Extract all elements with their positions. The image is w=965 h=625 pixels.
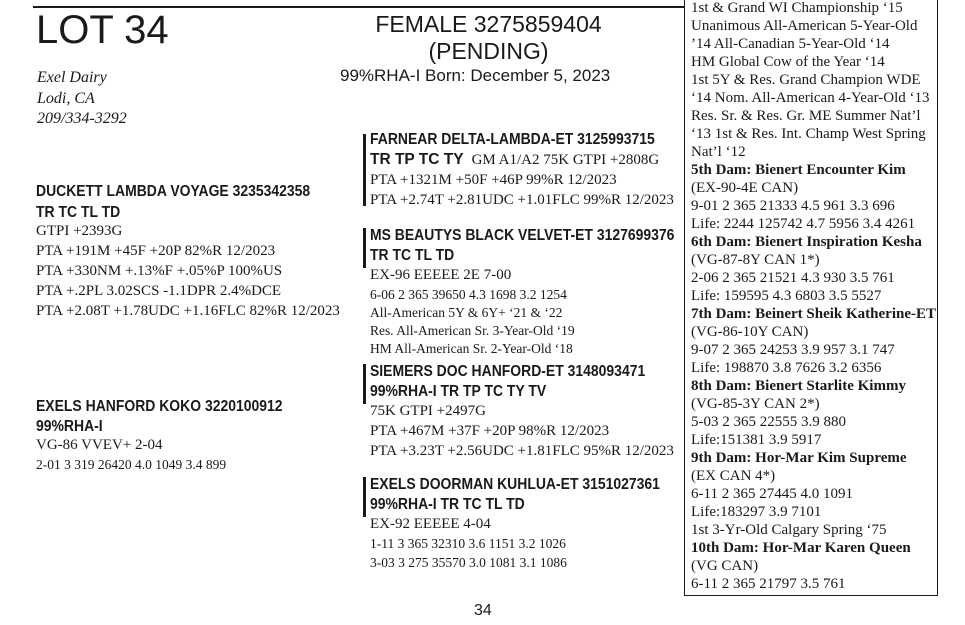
ss-line: PTA +1321M +50F +46P 99%R 12/2023 xyxy=(370,172,617,188)
ss-line: PTA +2.74T +2.81UDC +1.01FLC 99%R 12/2023 xyxy=(370,192,674,208)
dd-line: 3-03 3 275 35570 3.0 1081 3.1 1086 xyxy=(370,555,567,570)
sd-line: All-American 5Y & 6Y+ ‘21 & ‘22 xyxy=(370,305,563,320)
fifth-dam-heading: 5th Dam: Bienert Encounter Kim xyxy=(691,162,906,178)
right-line: 6-11 2 365 21797 3.5 761 xyxy=(691,576,846,592)
dd-line: 1-11 3 365 32310 3.6 1151 3.2 1026 xyxy=(370,536,566,551)
tenth-dam-heading: 10th Dam: Hor-Mar Karen Queen xyxy=(691,540,911,556)
sire-line: PTA +2.08T +1.78UDC +1.16FLC 82%R 12/2023 xyxy=(36,303,340,319)
lot-number: LOT 34 xyxy=(36,8,169,52)
right-line: Nat’l ‘12 xyxy=(691,144,746,160)
seller-phone: 209/334-3292 xyxy=(37,110,127,127)
right-line: 9-01 2 365 21333 4.5 961 3.3 696 xyxy=(691,198,895,214)
right-line: Life:151381 3.9 5917 xyxy=(691,432,822,448)
sire-line: PTA +330NM +.13%F +.05%P 100%US xyxy=(36,263,283,279)
animal-id: FEMALE 3275859404 xyxy=(375,11,602,37)
right-line: Life: 2244 125742 4.7 5956 3.4 4261 xyxy=(691,216,916,232)
sd-codes: TR TC TL TD xyxy=(370,247,455,264)
right-line: 1st 5Y & Res. Grand Champion WDE xyxy=(691,72,921,88)
bracket-bar xyxy=(363,477,366,517)
sd-line: EX-96 EEEEE 2E 7-00 xyxy=(370,267,512,283)
right-line: ’14 All-Canadian 5-Year-Old ‘14 xyxy=(691,36,890,52)
sixth-dam-heading: 6th Dam: Bienert Inspiration Kesha xyxy=(691,234,922,250)
right-line: 6-11 2 365 27445 4.0 1091 xyxy=(691,486,853,502)
right-line: Life:183297 3.9 7101 xyxy=(691,504,822,520)
animal-status: (PENDING) xyxy=(428,38,549,64)
ss-codes: TR TP TC TY xyxy=(370,151,464,168)
ds-line: 75K GTPI +2497G xyxy=(370,403,486,419)
dam-codes: 99%RHA-I xyxy=(36,418,103,435)
seller-name: Exel Dairy xyxy=(37,69,107,86)
ss-name: FARNEAR DELTA-LAMBDA-ET 3125993715 xyxy=(370,131,655,148)
page-number: 34 xyxy=(474,602,492,619)
right-line: Unanimous All-American 5-Year-Old xyxy=(691,18,918,34)
right-line: ‘14 Nom. All-American 4-Year-Old ‘13 xyxy=(691,90,930,106)
right-line: (EX CAN 4*) xyxy=(691,468,776,484)
sire-codes: TR TC TL TD xyxy=(36,204,121,221)
dam-line: 2-01 3 319 26420 4.0 1049 3.4 899 xyxy=(36,457,227,472)
animal-born: 99%RHA-I Born: December 5, 2023 xyxy=(340,66,611,85)
right-line: (EX-90-4E CAN) xyxy=(691,180,799,196)
bracket-bar xyxy=(363,364,366,404)
ds-name: SIEMERS DOC HANFORD-ET 3148093471 xyxy=(370,363,646,380)
bracket-bar xyxy=(363,228,366,268)
right-line: 2-06 2 365 21521 4.3 930 3.5 761 xyxy=(691,270,895,286)
dd-line: EX-92 EEEEE 4-04 xyxy=(370,516,491,532)
sd-line: 6-06 2 365 39650 4.3 1698 3.2 1254 xyxy=(370,287,567,302)
sire-name: DUCKETT LAMBDA VOYAGE 3235342358 xyxy=(36,183,311,200)
sire-line: GTPI +2393G xyxy=(36,223,123,239)
seller-city: Lodi, CA xyxy=(37,90,95,107)
right-line: (VG-85-3Y CAN 2*) xyxy=(691,396,820,412)
right-line: 9-07 2 365 24253 3.9 957 3.1 747 xyxy=(691,342,895,358)
dam-name: EXELS HANFORD KOKO 3220100912 xyxy=(36,398,283,415)
dd-codes: 99%RHA-I TR TC TL TD xyxy=(370,496,525,513)
right-line: (VG CAN) xyxy=(691,558,759,574)
ds-line: PTA +3.23T +2.56UDC +1.81FLC 95%R 12/2023 xyxy=(370,443,674,459)
ds-codes: 99%RHA-I TR TP TC TY TV xyxy=(370,383,547,400)
right-line: Life: 159595 4.3 6803 3.5 5527 xyxy=(691,288,882,304)
right-line: (VG-86-10Y CAN) xyxy=(691,324,809,340)
ss-codes-extra: GM A1/A2 75K GTPI +2808G xyxy=(471,152,660,168)
ninth-dam-heading: 9th Dam: Hor-Mar Kim Supreme xyxy=(691,450,907,466)
dd-name: EXELS DOORMAN KUHLUA-ET 3151027361 xyxy=(370,476,660,493)
right-line: HM Global Cow of the Year ‘14 xyxy=(691,54,885,70)
right-line: ‘13 1st & Res. Int. Champ West Spring xyxy=(691,126,926,142)
dam-line: VG-86 VVEV+ 2-04 xyxy=(36,437,163,453)
right-line: 5-03 2 365 22555 3.9 880 xyxy=(691,414,846,430)
right-line: Res. Sr. & Res. Gr. ME Summer Nat’l xyxy=(691,108,921,124)
right-line: 1st 3-Yr-Old Calgary Spring ‘75 xyxy=(691,522,887,538)
sire-line: PTA +.2PL 3.02SCS -1.1DPR 2.4%DCE xyxy=(36,283,282,299)
sd-line: Res. All-American Sr. 3-Year-Old ‘19 xyxy=(370,323,575,338)
sd-name: MS BEAUTYS BLACK VELVET-ET 3127699376 xyxy=(370,227,675,244)
sire-line: PTA +191M +45F +20P 82%R 12/2023 xyxy=(36,243,276,259)
right-line: (VG-87-8Y CAN 1*) xyxy=(691,252,820,268)
eighth-dam-heading: 8th Dam: Bienert Starlite Kimmy xyxy=(691,378,906,394)
right-line: Life: 198870 3.8 7626 3.2 6356 xyxy=(691,360,882,376)
seventh-dam-heading: 7th Dam: Beinert Sheik Katherine-ET xyxy=(691,306,936,322)
ss-codes-row xyxy=(370,151,659,169)
ds-line: PTA +467M +37F +20P 98%R 12/2023 xyxy=(370,423,610,439)
right-line: 1st & Grand WI Championship ‘15 xyxy=(691,0,903,16)
bracket-bar xyxy=(363,134,366,206)
sd-line: HM All-American Sr. 2-Year-Old ‘18 xyxy=(370,341,573,356)
